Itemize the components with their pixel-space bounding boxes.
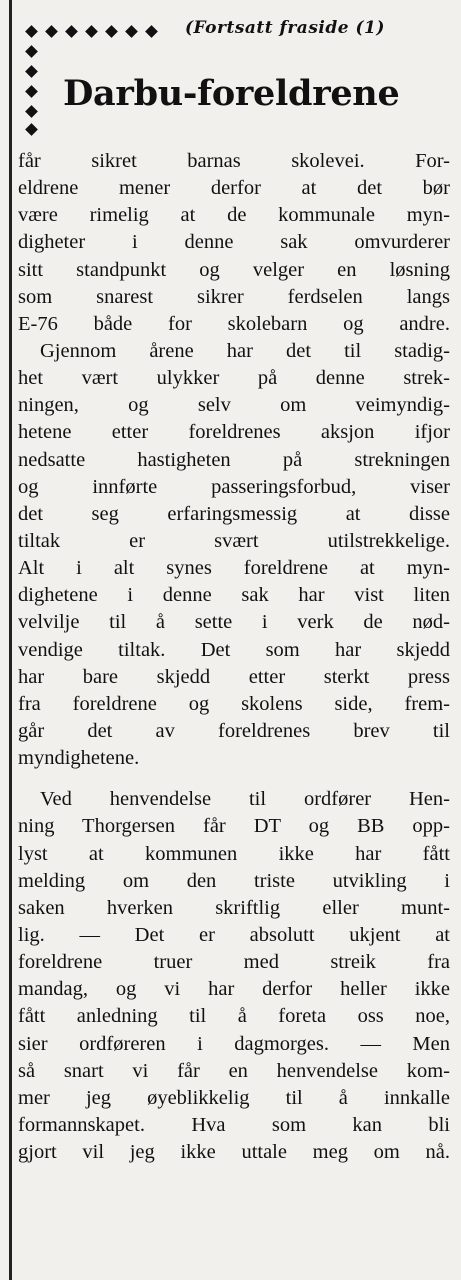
body-line: foreldrene truer med streik fra	[18, 951, 450, 974]
body-line: het vært ulykker på denne strek-	[18, 367, 450, 390]
diamond-ornament-icon	[105, 25, 118, 38]
body-line: formannskapet. Hva som kan bli	[18, 1113, 450, 1136]
body-line: Alt i alt synes foreldrene at myn-	[18, 557, 450, 580]
body-line: og innførte passeringsforbud, viser	[18, 475, 450, 498]
article-body	[18, 148, 450, 1166]
body-line: fra foreldrene og skolens side, frem-	[18, 692, 450, 715]
left-frame-rule	[9, 0, 12, 1280]
diamond-ornament-icon	[125, 25, 138, 38]
body-line: fått anledning til å foreta oss noe,	[18, 1005, 450, 1028]
body-line: saken hverken skriftlig eller munt-	[18, 896, 450, 919]
body-line: digheter i denne sak omvurderer	[18, 231, 450, 254]
body-line: myndighetene.	[18, 747, 140, 770]
paragraph-gap	[18, 772, 450, 786]
body-line: det seg erfaringsmessig at disse	[18, 502, 450, 525]
body-line: eldrene mener derfor at det bør	[18, 177, 450, 200]
diamond-ornament-icon	[25, 65, 38, 78]
diamond-ornament-icon	[85, 25, 98, 38]
body-line: så snart vi får en henvendelse kom-	[18, 1059, 450, 1082]
body-line: sitt standpunkt og velger en løsning	[18, 258, 450, 281]
body-line: mandag, og vi har derfor heller ikke	[18, 978, 450, 1001]
continued-from-page-kicker: (Fortsatt fraside (1)	[185, 18, 385, 38]
body-line: hetene etter foreldrenes aksjon ifjor	[18, 421, 450, 444]
body-line: har bare skjedd etter sterkt press	[18, 665, 450, 688]
body-line: melding om den triste utvikling i	[18, 869, 450, 892]
diamond-ornament-icon	[145, 25, 158, 38]
body-line: ningen, og selv om veimyndig-	[18, 394, 450, 417]
body-line: vendige tiltak. Det som har skjedd	[18, 638, 450, 661]
diamond-ornament-icon	[25, 123, 38, 136]
diamond-ornament-icon	[25, 45, 38, 58]
body-line: tiltak er svært utilstrekkelige.	[18, 529, 450, 552]
body-line: Ved henvendelse til ordfører Hen-	[40, 788, 450, 811]
body-line: være rimelig at de kommunale myn-	[18, 204, 450, 227]
body-line: E-76 både for skolebarn og andre.	[18, 312, 450, 335]
body-line: lig. — Det er absolutt ukjent at	[18, 923, 450, 946]
body-line: Gjennom årene har det til stadig-	[40, 339, 450, 362]
body-line: får sikret barnas skolevei. For-	[18, 150, 450, 172]
diamond-ornament-icon	[25, 85, 38, 98]
body-line: gjort vil jeg ikke uttale meg om nå.	[18, 1141, 450, 1164]
diamond-ornament-icon	[25, 105, 38, 118]
diamond-ornament-icon	[25, 25, 38, 38]
body-line: mer jeg øyeblikkelig til å innkalle	[18, 1086, 450, 1109]
body-line: lyst at kommunen ikke har fått	[18, 842, 450, 865]
body-line: nedsatte hastigheten på strekningen	[18, 448, 450, 471]
diamond-ornament-icon	[45, 25, 58, 38]
body-line: går det av foreldrenes brev til	[18, 719, 450, 742]
diamond-ornament-icon	[65, 25, 78, 38]
body-line: dighetene i denne sak har vist liten	[18, 584, 450, 607]
body-line: som snarest sikrer ferdselen langs	[18, 285, 450, 308]
body-line: sier ordføreren i dagmorges. — Men	[18, 1032, 450, 1055]
body-line: ning Thorgersen får DT og BB opp-	[18, 815, 450, 838]
body-line: velvilje til å sette i verk de nød-	[18, 611, 450, 634]
article-headline: Darbu-foreldrene	[63, 73, 400, 114]
